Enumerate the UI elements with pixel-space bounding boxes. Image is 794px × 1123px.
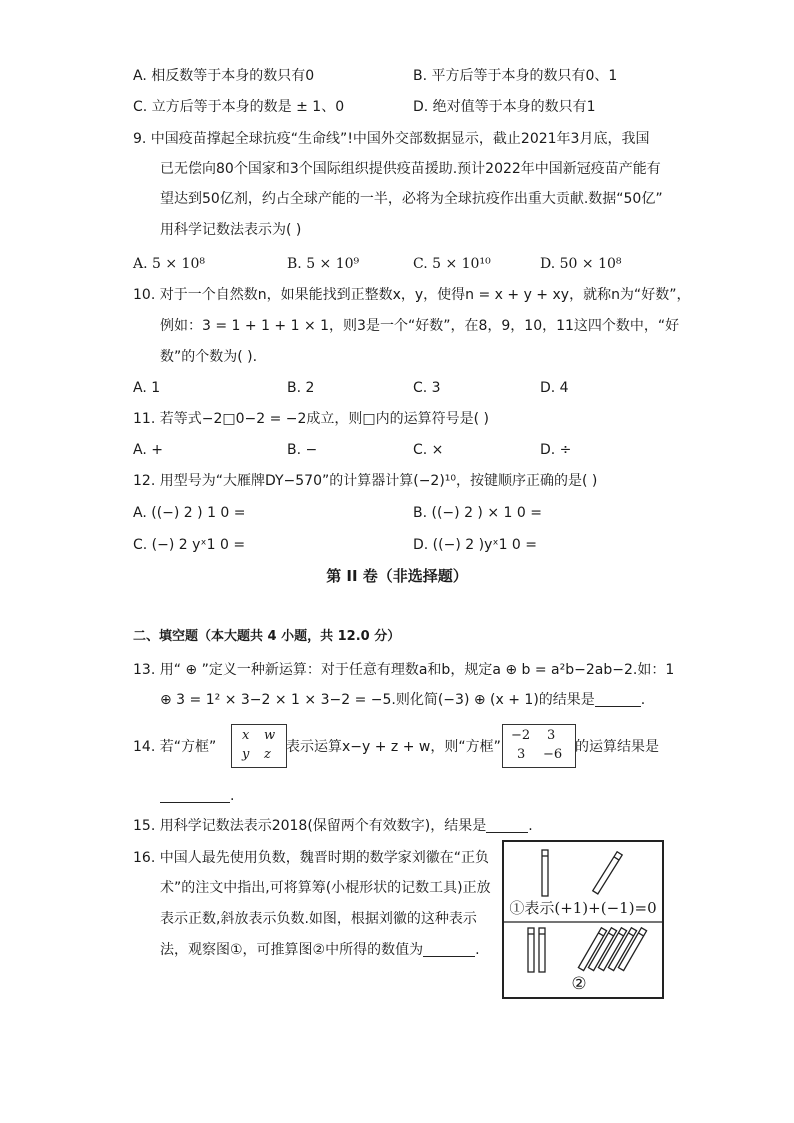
slanted-rod-icon: [593, 852, 622, 894]
q15-line: [133, 816, 533, 836]
q14-end: .: [230, 788, 235, 804]
q13-line-2-text: ⊕ 3 = 1² × 3−2 × 1 × 3−2 = −5.则化简(−3) ⊕ (x + 1)的结果是: [160, 692, 595, 708]
q12-line-1: 12. 用型号为“大雁牌DY−570”的计算器计算(−2)¹⁰，按键顺序正确的是( ): [133, 473, 598, 489]
q11-option-b: B. −: [287, 442, 318, 458]
q12-option-b: B. ((−) 2 ) × 1 0 =: [413, 505, 542, 521]
q10-line-2: 例如：3 = 1 + 1 + 1 × 1，则3是一个“好数”，在8，9，10，11这四个数中，“好: [160, 318, 680, 334]
q14-box2-bottom-right: −6: [543, 747, 563, 762]
slanted-rods-five-icon: [578, 928, 646, 971]
q10-option-b: B. 2: [287, 380, 315, 396]
q16-line-3: 表示正数,斜放表示负数.如图，根据刘徽的这种表示: [160, 911, 477, 927]
q14-box2-top-left: −2: [511, 728, 531, 743]
fill-in-blank-heading: 二、填空题（本大题共 4 小题，共 12.0 分）: [133, 629, 401, 644]
q16-line-4-text: 法，观察图①，可推算图②中所得的数值为: [160, 942, 424, 958]
q16-end: .: [475, 942, 480, 958]
q10-option-d: D. 4: [540, 380, 569, 396]
q14-middle: 表示运算x−y + z + w，则“方框”: [286, 739, 501, 755]
q11-option-a: A. +: [133, 442, 163, 458]
q14-box2-bottom-left: 3: [517, 747, 526, 762]
q16-line-1: 16. 中国人最先使用负数，魏晋时期的数学家刘徽在“正负: [133, 850, 489, 866]
q13-end: .: [640, 692, 646, 708]
figure-1-caption: ①表示(+1)+(−1)=0: [509, 899, 657, 917]
q9-option-a: A. 5 × 10⁸: [133, 256, 205, 272]
q16-line-4: [160, 940, 480, 960]
q15-end: .: [528, 818, 533, 834]
q13-answer-blank[interactable]: [595, 692, 641, 707]
q14-suffix: 的运算结果是: [575, 739, 659, 755]
section-2-title: 第 II 卷（非选择题）: [326, 567, 468, 585]
q16-answer-blank[interactable]: [423, 942, 475, 957]
q16-line-2: 术”的注文中指出,可将算筹(小棍形状的记数工具)正放: [160, 880, 491, 896]
q14-box1-bottom-right: z: [264, 747, 271, 762]
q14-box-variables: [231, 724, 287, 768]
q8-option-d: D. 绝对值等于本身的数只有1: [413, 99, 596, 115]
q14-box2-top-right: 3: [547, 728, 556, 743]
q15-text: 15. 用科学记数法表示2018(保留两个有效数字)，结果是: [133, 818, 487, 834]
counting-rods-figure: [502, 840, 664, 999]
q11-option-d: D. ÷: [540, 442, 572, 458]
q10-option-c: C. 3: [413, 380, 441, 396]
q14-box1-top-right: w: [264, 728, 276, 743]
q11-option-c: C. ×: [413, 442, 444, 458]
q15-answer-blank[interactable]: [486, 818, 528, 833]
upright-rod-icon: [542, 850, 548, 896]
q9-line-3: 望达到50亿剂，约占全球产能的一半，必将为全球抗疫作出重大贡献.数据“50亿”: [160, 191, 663, 207]
q8-option-a: A. 相反数等于本身的数只有0: [133, 68, 315, 84]
q14-prefix: 14. 若“方框”: [133, 739, 217, 755]
q9-option-c: C. 5 × 10¹⁰: [413, 256, 491, 272]
q12-option-c: C. (−) 2 yˣ1 0 =: [133, 537, 246, 553]
q9-option-d: D. 50 × 10⁸: [540, 256, 622, 272]
q13-line-1: 13. 用“ ⊕ ”定义一种新运算：对于任意有理数a和b，规定a ⊕ b = a²b−2ab−2.如：1: [133, 662, 675, 678]
q9-option-b: B. 5 × 10⁹: [287, 256, 360, 272]
q14-answer-blank[interactable]: [160, 788, 230, 803]
q13-line-2: [160, 690, 645, 710]
q10-line-3: 数”的个数为( ).: [160, 349, 258, 365]
q10-option-a: A. 1: [133, 380, 161, 396]
q14-box-numbers: [502, 724, 576, 768]
q14-box1-bottom-left: y: [242, 747, 250, 762]
q11-line-1: 11. 若等式−2□0−2 = −2成立，则□内的运算符号是( ): [133, 411, 489, 427]
q8-option-c: C. 立方后等于本身的数是 ± 1、0: [133, 99, 345, 115]
q10-line-1: 10. 对于一个自然数n，如果能找到正整数x，y，使得n = x + y + xy，就称n为“好数”，: [133, 287, 691, 303]
q9-line-4: 用科学记数法表示为( ): [160, 222, 302, 238]
q8-option-b: B. 平方后等于本身的数只有0、1: [413, 68, 618, 84]
q12-option-d: D. ((−) 2 )yˣ1 0 =: [413, 537, 538, 553]
q14-answer-line: [160, 786, 234, 806]
q9-line-1: 9. 中国疫苗撑起全球抗疫“生命线”!中国外交部数据显示，截止2021年3月底，我国: [133, 131, 650, 147]
q12-option-a: A. ((−) 2 ) 1 0 =: [133, 505, 246, 521]
q14-box1-top-left: x: [242, 728, 250, 743]
upright-rods-pair-icon: [528, 928, 545, 972]
figure-2-label: ②: [571, 974, 587, 994]
q9-line-2: 已无偿向80个国家和3个国际组织提供疫苗援助.预计2022年中国新冠疫苗产能有: [160, 161, 661, 177]
